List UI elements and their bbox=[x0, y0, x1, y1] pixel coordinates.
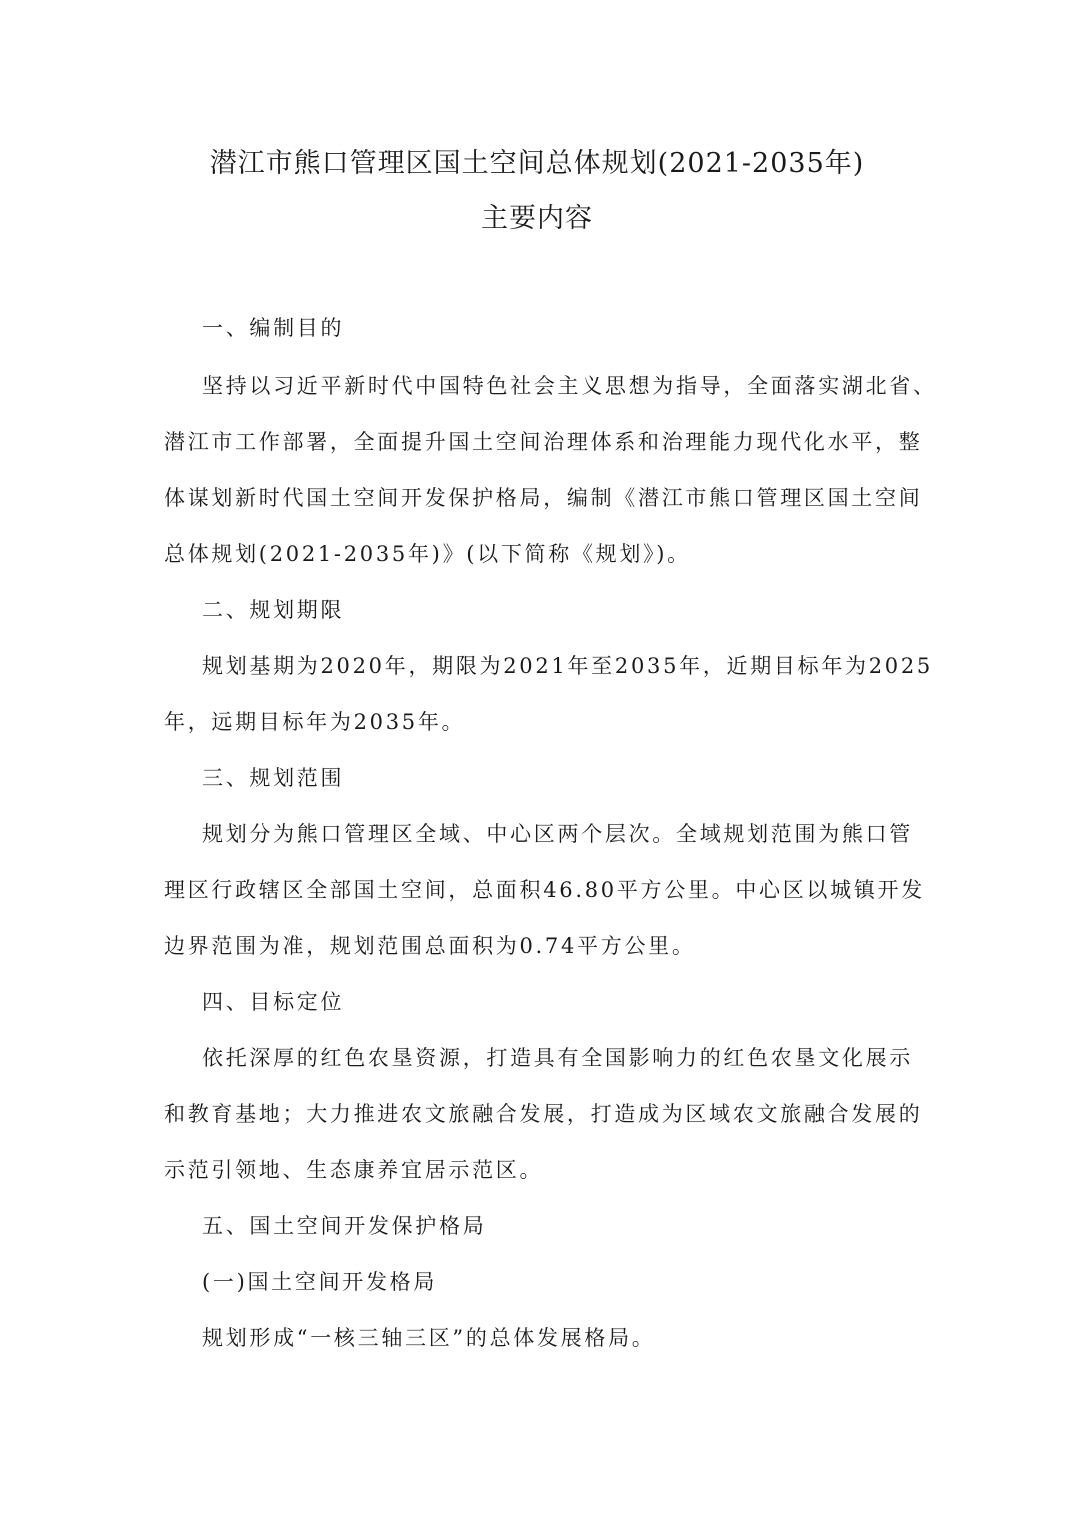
section-heading-scope: 三、规划范围 bbox=[202, 766, 345, 790]
section-heading-purpose: 一、编制目的 bbox=[202, 316, 345, 340]
subsection-heading-development: (一)国土空间开发格局 bbox=[202, 1270, 438, 1294]
paragraph-line: 坚持以习近平新时代中国特色社会主义思想为指导，全面落实湖北省、 bbox=[202, 374, 937, 398]
section-heading-positioning: 四、目标定位 bbox=[202, 990, 345, 1014]
paragraph-line: 依托深厚的红色农垦资源，打造具有全国影响力的红色农垦文化展示 bbox=[202, 1046, 913, 1070]
paragraph-line: 规划分为熊口管理区全域、中心区两个层次。全域规划范围为熊口管 bbox=[202, 822, 913, 846]
paragraph-line: 规划形成“一核三轴三区”的总体发展格局。 bbox=[202, 1326, 656, 1350]
section-heading-period: 二、规划期限 bbox=[202, 598, 345, 622]
document-subtitle: 主要内容 bbox=[481, 203, 593, 234]
document-title: 潜江市熊口管理区国土空间总体规划(2021-2035年) bbox=[209, 148, 865, 179]
paragraph-line: 和教育基地；大力推进农文旅融合发展，打造成为区域农文旅融合发展的 bbox=[164, 1102, 923, 1126]
section-heading-pattern: 五、国土空间开发保护格局 bbox=[202, 1214, 487, 1238]
paragraph-line: 总体规划(2021-2035年)》(以下简称《规划》)。 bbox=[164, 542, 691, 566]
paragraph-line: 理区行政辖区全部国土空间，总面积46.80平方公里。中心区以城镇开发 bbox=[164, 878, 925, 902]
paragraph-line: 边界范围为准，规划范围总面积为0.74平方公里。 bbox=[164, 934, 696, 958]
paragraph-line: 年，远期目标年为2035年。 bbox=[164, 710, 466, 734]
paragraph-line: 体谋划新时代国土空间开发保护格局，编制《潜江市熊口管理区国土空间 bbox=[164, 486, 923, 510]
paragraph-line: 示范引领地、生态康养宜居示范区。 bbox=[164, 1158, 544, 1182]
paragraph-line: 规划基期为2020年，期限为2021年至2035年，近期目标年为2025 bbox=[202, 654, 933, 678]
paragraph-line: 潜江市工作部署，全面提升国土空间治理体系和治理能力现代化水平，整 bbox=[164, 430, 923, 454]
